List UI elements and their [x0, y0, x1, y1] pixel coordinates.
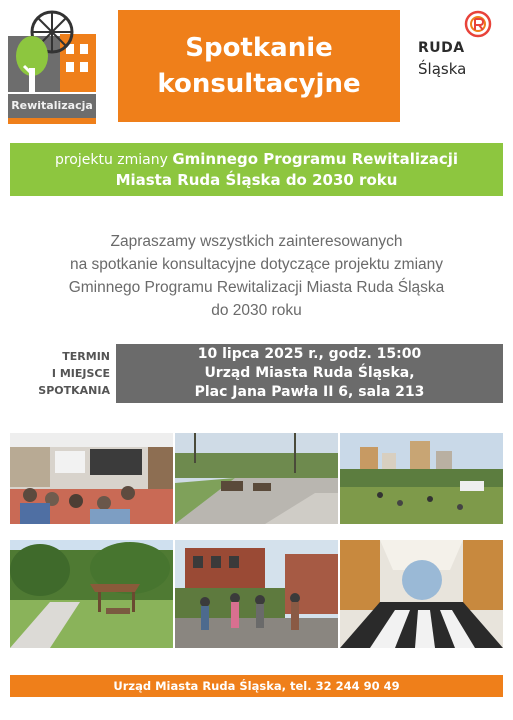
slaska-logo-text: Śląska	[418, 60, 467, 78]
meeting-label-line-1: TERMIN	[62, 350, 110, 363]
meeting-venue: Urząd Miasta Ruda Śląska,	[204, 365, 415, 381]
project-prefix: projektu zmiany	[54, 151, 173, 168]
meeting-label	[10, 348, 110, 399]
city-park-event-photo	[340, 433, 503, 524]
rewitalizacja-logo-icon	[8, 10, 96, 92]
rewitalizacja-logo	[8, 10, 96, 122]
event-title-line-2: konsultacyjne	[157, 69, 361, 99]
invitation-line-1: Zapraszamy wszystkich zainteresowanych	[110, 233, 403, 250]
event-title-line-1: Spotkanie	[185, 33, 333, 63]
invitation-line-4: do 2030 roku	[211, 302, 302, 319]
meeting-details	[116, 344, 503, 403]
hall-interior-photo	[340, 540, 503, 648]
invitation-line-2: na spotkanie konsultacyjne dotyczące projektu zmiany	[69, 256, 444, 273]
park-bench-photo	[175, 433, 338, 524]
invitation-line-3: Gminnego Programu Rewitalizacji Miasta Ruda Śląska	[68, 279, 445, 296]
project-name-part-2: Miasta Ruda Śląska do 2030 roku	[115, 170, 398, 189]
meeting-date-time: 10 lipca 2025 r., godz. 15:00	[197, 346, 422, 362]
ruda-logo-text: RUDA	[418, 40, 465, 56]
playground-park-photo	[10, 540, 173, 648]
ruda-slaska-emblem-icon	[464, 10, 492, 38]
invitation-text	[10, 230, 503, 322]
rewitalizacja-bar	[8, 118, 96, 124]
rewitalizacja-label: Rewitalizacja	[8, 94, 96, 118]
event-title	[118, 10, 400, 122]
project-band	[10, 143, 503, 196]
ruda-slaska-logo	[412, 10, 507, 90]
project-name-part-1: Gminnego Programu Rewitalizacji	[172, 149, 459, 168]
brick-building-group-photo	[175, 540, 338, 648]
meeting-address: Plac Jana Pawła II 6, sala 213	[194, 384, 425, 400]
meeting-label-line-2: I MIEJSCE	[51, 367, 110, 380]
project-line-1	[10, 149, 503, 170]
meeting-room-photo	[10, 433, 173, 524]
meeting-label-line-3: SPOTKANIA	[38, 384, 110, 397]
footer-contact: Urząd Miasta Ruda Śląska, tel. 32 244 90 49	[10, 675, 503, 697]
